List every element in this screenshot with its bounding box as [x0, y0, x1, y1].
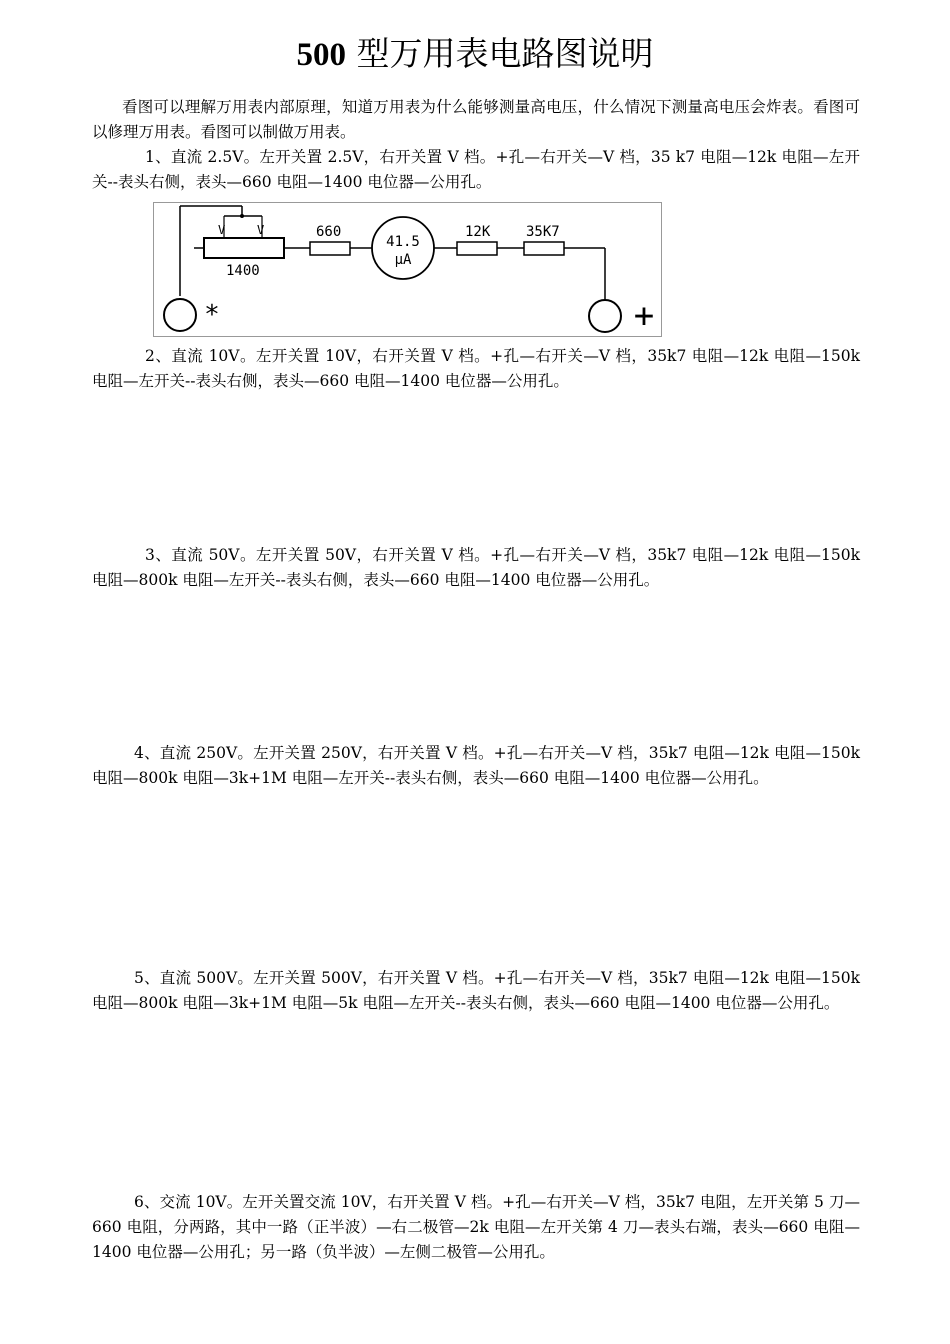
meter-unit: μA [394, 252, 412, 268]
pot-label: 1400 [226, 263, 260, 279]
circuit-svg [154, 203, 661, 336]
intro-paragraph: 看图可以理解万用表内部原理，知道万用表为什么能够测量高电压，什么情况下测量高电压会炸表。看图可以修理万用表。看图可以制做万用表。 [92, 98, 860, 141]
meter-value: 41.5 [386, 234, 420, 250]
title-bold: 500 [296, 37, 346, 73]
wiper-junction [240, 214, 244, 218]
title-rest: 型万用表电路图说明 [356, 34, 654, 73]
potentiometer-1400 [204, 238, 284, 258]
plus-terminal-symbol: + [633, 296, 655, 336]
page-title [0, 34, 950, 75]
wiper-left-arrow: V [218, 223, 226, 237]
wiper-right-arrow: V [257, 223, 265, 237]
paragraph-dc-50v: 3、直流 50V。左开关置 50V，右开关置 V 档。+孔—右开关—V 档，35k7 电阻—12k 电阻—150k 电阻—800k 电阻—左开关--表头右侧，表头—660 电阻—1400 电位器—公用孔。 [92, 546, 860, 589]
circuit-diagram [153, 202, 662, 337]
paragraph-dc-10v: 2、直流 10V。左开关置 10V，右开关置 V 档。+孔—右开关—V 档，35k7 电阻—12k 电阻—150k 电阻—左开关--表头右侧，表头—660 电阻—1400 电位器—公用孔。 [92, 347, 860, 390]
paragraph-ac-10v: 6、交流 10V。左开关置交流 10V，右开关置 V 档。+孔—右开关—V 档，35k7 电阻，左开关第 5 刀—660 电阻，分两路，其中一路（正半波）—右二极管—2k 电阻—左开关第 4 刀—表头右端，表头—660 电阻—1400 电位器—公用孔；另一路（负半波）—左侧二极管—公用孔。 [92, 1193, 860, 1261]
paragraph-dc-250v: 4、直流 250V。左开关置 250V，右开关置 V 档。+孔—右开关—V 档，35k7 电阻—12k 电阻—150k 电阻—800k 电阻—3k+1M 电阻—左开关--表头右侧，表头—660 电阻—1400 电位器—公用孔。 [92, 744, 860, 787]
r660-label: 660 [316, 224, 342, 240]
paragraph-dc-2-5v: 1、直流 2.5V。左开关置 2.5V，右开关置 V 档。+孔—右开关—V 档，35 k7 电阻—12k 电阻—左开关--表头右侧，表头—660 电阻—1400 电位器—公用孔。 [92, 148, 860, 191]
r12k-label: 12K [465, 224, 491, 240]
common-terminal-symbol: * [204, 300, 220, 330]
plus-terminal [589, 300, 621, 332]
paragraph-dc-500v: 5、直流 500V。左开关置 500V，右开关置 V 档。+孔—右开关—V 档，35k7 电阻—12k 电阻—150k 电阻—800k 电阻—3k+1M 电阻—5k 电阻—左开关--表头右侧，表头—660 电阻—1400 电位器—公用孔。 [92, 969, 860, 1012]
r35k7-label: 35K7 [526, 224, 560, 240]
resistor-35k7 [524, 242, 564, 255]
common-terminal [164, 299, 196, 331]
resistor-660 [310, 242, 350, 255]
resistor-12k [457, 242, 497, 255]
